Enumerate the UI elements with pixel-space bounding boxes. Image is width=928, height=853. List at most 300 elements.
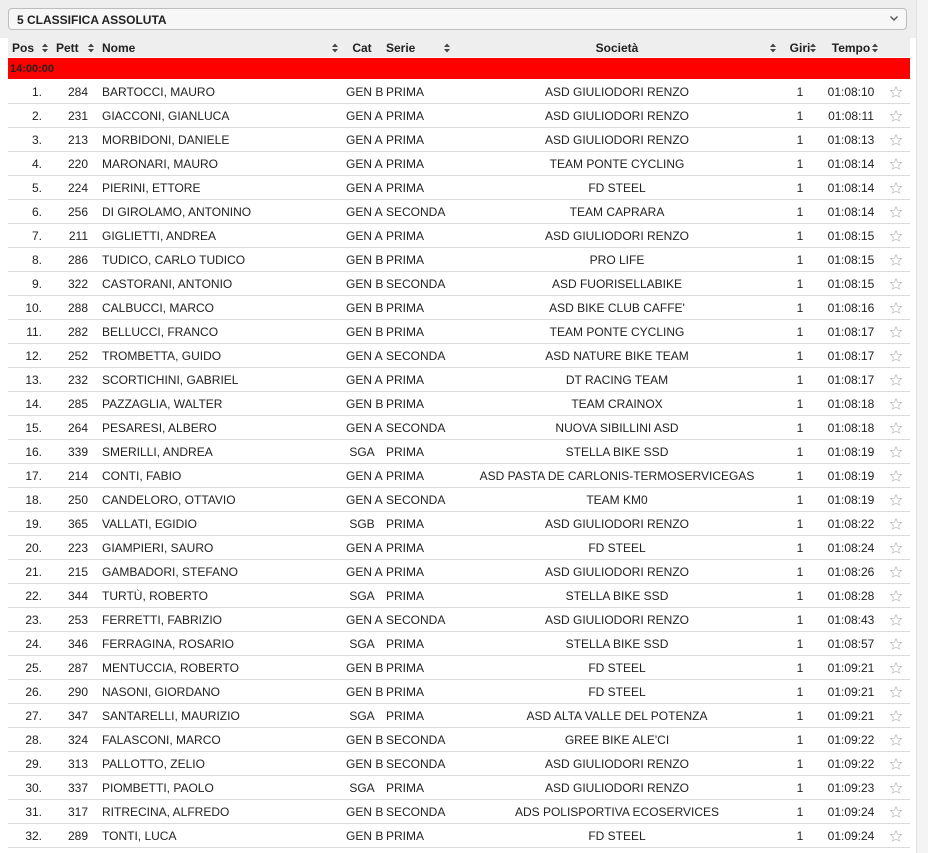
table-row[interactable]: [8, 632, 910, 656]
series-cell: PRIMA: [382, 320, 454, 344]
laps-cell: 1: [780, 200, 820, 224]
star-icon[interactable]: [889, 685, 903, 699]
series-cell: PRIMA: [382, 584, 454, 608]
time-cell: 01:09:22: [820, 752, 882, 776]
series-cell: SECONDA: [382, 416, 454, 440]
category-cell: GEN B: [342, 728, 382, 752]
table-row[interactable]: [8, 80, 910, 104]
col-header-nome-label: Nome: [102, 40, 136, 55]
table-row[interactable]: [8, 464, 910, 488]
bib-cell: 322: [52, 272, 98, 296]
series-cell: SECONDA: [382, 488, 454, 512]
bib-cell: 264: [52, 416, 98, 440]
time-cell: 01:08:15: [820, 248, 882, 272]
bib-cell: 344: [52, 584, 98, 608]
laps-cell: 1: [780, 176, 820, 200]
time-cell: 01:09:22: [820, 728, 882, 752]
team-cell: STELLA BIKE SSD: [454, 632, 780, 656]
position-cell: 17.: [8, 464, 52, 488]
laps-cell: 1: [780, 776, 820, 800]
position-cell: 19.: [8, 512, 52, 536]
time-cell: 01:08:13: [820, 128, 882, 152]
position-cell: 7.: [8, 224, 52, 248]
table-row[interactable]: [8, 824, 910, 848]
table-row[interactable]: [8, 776, 910, 800]
team-cell: TEAM CRAINOX: [454, 392, 780, 416]
table-row[interactable]: [8, 728, 910, 752]
team-cell: FD STEEL: [454, 176, 780, 200]
series-cell: PRIMA: [382, 632, 454, 656]
position-cell: 6.: [8, 200, 52, 224]
favorite-cell: [882, 704, 910, 728]
laps-cell: 1: [780, 248, 820, 272]
bib-cell: 223: [52, 536, 98, 560]
col-header-cat-label: Cat: [352, 40, 372, 55]
team-cell: DT RACING TEAM: [454, 368, 780, 392]
time-cell: 01:08:19: [820, 440, 882, 464]
position-cell: 29.: [8, 752, 52, 776]
favorite-cell: [882, 536, 910, 560]
name-cell: PALLOTTO, ZELIO: [98, 752, 342, 776]
col-header-pos-label: Pos: [12, 40, 35, 55]
sort-icon: [770, 43, 776, 53]
team-cell: ADS POLISPORTIVA ECOSERVICES: [454, 800, 780, 824]
favorite-cell: [882, 80, 910, 104]
series-cell: PRIMA: [382, 128, 454, 152]
series-cell: PRIMA: [382, 704, 454, 728]
name-cell: CALBUCCI, MARCO: [98, 296, 342, 320]
name-cell: FERRETTI, FABRIZIO: [98, 608, 342, 632]
bib-cell: 337: [52, 776, 98, 800]
time-cell: 01:09:21: [820, 680, 882, 704]
table-row[interactable]: [8, 656, 910, 680]
favorite-cell: [882, 176, 910, 200]
col-header-pett[interactable]: [52, 38, 98, 58]
time-cell: 01:08:17: [820, 320, 882, 344]
name-cell: PIERINI, ETTORE: [98, 176, 342, 200]
series-cell: SECONDA: [382, 344, 454, 368]
name-cell: CANDELORO, OTTAVIO: [98, 488, 342, 512]
position-cell: 25.: [8, 656, 52, 680]
position-cell: 16.: [8, 440, 52, 464]
bib-cell: 224: [52, 176, 98, 200]
favorite-cell: [882, 320, 910, 344]
favorite-cell: [882, 656, 910, 680]
position-cell: 31.: [8, 800, 52, 824]
star-icon[interactable]: [889, 709, 903, 723]
col-header-societa[interactable]: [454, 38, 780, 58]
team-cell: ASD FUORISELLABIKE: [454, 272, 780, 296]
table-row[interactable]: [8, 368, 910, 392]
series-cell: PRIMA: [382, 680, 454, 704]
bib-cell: 286: [52, 248, 98, 272]
table-row[interactable]: [8, 704, 910, 728]
name-cell: GIAMPIERI, SAURO: [98, 536, 342, 560]
position-cell: 13.: [8, 368, 52, 392]
col-header-tempo-label: Tempo: [831, 40, 871, 55]
table-row[interactable]: [8, 272, 910, 296]
series-cell: PRIMA: [382, 440, 454, 464]
team-cell: TEAM KM0: [454, 488, 780, 512]
star-icon[interactable]: [889, 541, 903, 555]
favorite-cell: [882, 464, 910, 488]
category-cell: GEN A: [342, 344, 382, 368]
category-cell: SGA: [342, 776, 382, 800]
laps-cell: 1: [780, 392, 820, 416]
category-cell: GEN B: [342, 296, 382, 320]
name-cell: PIOMBETTI, PAOLO: [98, 776, 342, 800]
name-cell: SMERILLI, ANDREA: [98, 440, 342, 464]
bib-cell: 282: [52, 320, 98, 344]
name-cell: GIACCONI, GIANLUCA: [98, 104, 342, 128]
series-cell: PRIMA: [382, 296, 454, 320]
time-cell: 01:09:21: [820, 656, 882, 680]
col-header-cat[interactable]: [342, 38, 382, 58]
results-body: [8, 58, 910, 848]
category-cell: SGA: [342, 704, 382, 728]
table-row[interactable]: [8, 248, 910, 272]
start-group-label: 14:00:00: [8, 58, 910, 80]
table-row[interactable]: [8, 128, 910, 152]
laps-cell: 1: [780, 80, 820, 104]
results-table: [8, 38, 910, 848]
name-cell: BARTOCCI, MAURO: [98, 80, 342, 104]
star-icon[interactable]: [889, 613, 903, 627]
table-row[interactable]: [8, 560, 910, 584]
team-cell: ASD GIULIODORI RENZO: [454, 224, 780, 248]
time-cell: 01:08:19: [820, 464, 882, 488]
favorite-cell: [882, 296, 910, 320]
table-row[interactable]: [8, 488, 910, 512]
table-row[interactable]: [8, 104, 910, 128]
position-cell: 32.: [8, 824, 52, 848]
time-cell: 01:08:18: [820, 392, 882, 416]
sort-icon: [332, 43, 338, 53]
star-icon[interactable]: [889, 517, 903, 531]
time-cell: 01:08:14: [820, 200, 882, 224]
star-icon[interactable]: [889, 493, 903, 507]
star-icon[interactable]: [889, 637, 903, 651]
star-icon[interactable]: [889, 829, 903, 843]
scrollbar[interactable]: [916, 0, 928, 853]
col-header-tempo[interactable]: [820, 38, 882, 58]
position-cell: 27.: [8, 704, 52, 728]
star-icon[interactable]: [889, 589, 903, 603]
bib-cell: 214: [52, 464, 98, 488]
favorite-cell: [882, 200, 910, 224]
table-row[interactable]: [8, 152, 910, 176]
laps-cell: 1: [780, 440, 820, 464]
star-icon[interactable]: [889, 277, 903, 291]
laps-cell: 1: [780, 152, 820, 176]
position-cell: 18.: [8, 488, 52, 512]
category-cell: GEN B: [342, 800, 382, 824]
time-cell: 01:08:22: [820, 512, 882, 536]
laps-cell: 1: [780, 104, 820, 128]
time-cell: 01:08:19: [820, 488, 882, 512]
laps-cell: 1: [780, 464, 820, 488]
table-row[interactable]: [8, 512, 910, 536]
col-header-giri-label: Giri: [789, 40, 811, 55]
star-icon[interactable]: [889, 469, 903, 483]
star-icon[interactable]: [889, 421, 903, 435]
table-row[interactable]: [8, 440, 910, 464]
time-cell: 01:08:24: [820, 536, 882, 560]
series-cell: SECONDA: [382, 608, 454, 632]
table-row[interactable]: [8, 752, 910, 776]
time-cell: 01:08:14: [820, 176, 882, 200]
bib-cell: 231: [52, 104, 98, 128]
time-cell: 01:09:24: [820, 800, 882, 824]
series-cell: PRIMA: [382, 152, 454, 176]
category-cell: GEN B: [342, 752, 382, 776]
table-row[interactable]: [8, 320, 910, 344]
team-cell: ASD GIULIODORI RENZO: [454, 776, 780, 800]
name-cell: TURTÙ, ROBERTO: [98, 584, 342, 608]
position-cell: 12.: [8, 344, 52, 368]
team-cell: ASD NATURE BIKE TEAM: [454, 344, 780, 368]
favorite-cell: [882, 272, 910, 296]
category-cell: GEN A: [342, 152, 382, 176]
star-icon[interactable]: [889, 373, 903, 387]
bib-cell: 220: [52, 152, 98, 176]
star-icon[interactable]: [889, 301, 903, 315]
star-icon[interactable]: [889, 781, 903, 795]
team-cell: FD STEEL: [454, 824, 780, 848]
laps-cell: 1: [780, 680, 820, 704]
series-cell: PRIMA: [382, 512, 454, 536]
table-row[interactable]: [8, 680, 910, 704]
bib-cell: 365: [52, 512, 98, 536]
category-cell: GEN A: [342, 488, 382, 512]
star-icon[interactable]: [889, 661, 903, 675]
team-cell: ASD GIULIODORI RENZO: [454, 608, 780, 632]
laps-cell: 1: [780, 752, 820, 776]
name-cell: TUDICO, CARLO TUDICO: [98, 248, 342, 272]
favorite-cell: [882, 776, 910, 800]
series-cell: PRIMA: [382, 776, 454, 800]
star-icon[interactable]: [889, 85, 903, 99]
team-cell: ASD ALTA VALLE DEL POTENZA: [454, 704, 780, 728]
series-cell: PRIMA: [382, 536, 454, 560]
table-row[interactable]: [8, 584, 910, 608]
favorite-cell: [882, 248, 910, 272]
favorite-cell: [882, 824, 910, 848]
series-cell: PRIMA: [382, 824, 454, 848]
position-cell: 10.: [8, 296, 52, 320]
category-cell: GEN A: [342, 560, 382, 584]
team-cell: ASD BIKE CLUB CAFFE': [454, 296, 780, 320]
classification-select-value: 5 CLASSIFICA ASSOLUTA: [17, 13, 167, 27]
time-cell: 01:08:15: [820, 272, 882, 296]
sort-icon: [872, 43, 878, 53]
name-cell: DI GIROLAMO, ANTONINO: [98, 200, 342, 224]
series-cell: PRIMA: [382, 176, 454, 200]
position-cell: 23.: [8, 608, 52, 632]
bib-cell: 288: [52, 296, 98, 320]
favorite-cell: [882, 632, 910, 656]
position-cell: 9.: [8, 272, 52, 296]
col-header-societa-label: Società: [595, 40, 639, 55]
favorite-cell: [882, 440, 910, 464]
series-cell: PRIMA: [382, 368, 454, 392]
table-row[interactable]: [8, 176, 910, 200]
category-cell: GEN B: [342, 824, 382, 848]
team-cell: ASD GIULIODORI RENZO: [454, 560, 780, 584]
name-cell: BELLUCCI, FRANCO: [98, 320, 342, 344]
category-cell: GEN B: [342, 656, 382, 680]
team-cell: STELLA BIKE SSD: [454, 584, 780, 608]
position-cell: 15.: [8, 416, 52, 440]
time-cell: 01:08:18: [820, 416, 882, 440]
star-icon[interactable]: [889, 253, 903, 267]
favorite-cell: [882, 392, 910, 416]
name-cell: CASTORANI, ANTONIO: [98, 272, 342, 296]
category-cell: GEN A: [342, 416, 382, 440]
laps-cell: 1: [780, 296, 820, 320]
name-cell: PAZZAGLIA, WALTER: [98, 392, 342, 416]
name-cell: MARONARI, MAURO: [98, 152, 342, 176]
series-cell: PRIMA: [382, 248, 454, 272]
time-cell: 01:08:17: [820, 368, 882, 392]
bib-cell: 256: [52, 200, 98, 224]
star-icon[interactable]: [889, 805, 903, 819]
sort-icon: [42, 43, 48, 53]
position-cell: 28.: [8, 728, 52, 752]
star-icon[interactable]: [889, 565, 903, 579]
table-row[interactable]: [8, 392, 910, 416]
position-cell: 5.: [8, 176, 52, 200]
sort-icon: [444, 43, 450, 53]
col-header-pos[interactable]: [8, 38, 52, 58]
start-group-row: [8, 58, 910, 80]
series-cell: PRIMA: [382, 464, 454, 488]
team-cell: FD STEEL: [454, 656, 780, 680]
bib-cell: 253: [52, 608, 98, 632]
favorite-cell: [882, 800, 910, 824]
favorite-cell: [882, 488, 910, 512]
col-header-nome[interactable]: [98, 38, 342, 58]
position-cell: 2.: [8, 104, 52, 128]
laps-cell: 1: [780, 320, 820, 344]
position-cell: 24.: [8, 632, 52, 656]
position-cell: 14.: [8, 392, 52, 416]
table-row[interactable]: [8, 416, 910, 440]
star-icon[interactable]: [889, 157, 903, 171]
category-cell: GEN B: [342, 320, 382, 344]
name-cell: SANTARELLI, MAURIZIO: [98, 704, 342, 728]
star-icon[interactable]: [889, 325, 903, 339]
series-cell: SECONDA: [382, 272, 454, 296]
series-cell: SECONDA: [382, 752, 454, 776]
laps-cell: 1: [780, 368, 820, 392]
table-row[interactable]: [8, 200, 910, 224]
bib-cell: 287: [52, 656, 98, 680]
category-cell: GEN A: [342, 608, 382, 632]
star-icon[interactable]: [889, 397, 903, 411]
time-cell: 01:08:43: [820, 608, 882, 632]
laps-cell: 1: [780, 344, 820, 368]
category-cell: SGA: [342, 440, 382, 464]
time-cell: 01:08:28: [820, 584, 882, 608]
favorite-cell: [882, 416, 910, 440]
category-cell: GEN A: [342, 536, 382, 560]
star-icon[interactable]: [889, 349, 903, 363]
series-cell: PRIMA: [382, 656, 454, 680]
col-header-giri[interactable]: [780, 38, 820, 58]
name-cell: PESARESI, ALBERO: [98, 416, 342, 440]
bib-cell: 347: [52, 704, 98, 728]
category-cell: GEN A: [342, 224, 382, 248]
chevron-down-icon: [889, 13, 899, 23]
time-cell: 01:08:14: [820, 152, 882, 176]
star-icon[interactable]: [889, 445, 903, 459]
star-icon[interactable]: [889, 181, 903, 195]
position-cell: 22.: [8, 584, 52, 608]
star-icon[interactable]: [889, 733, 903, 747]
category-cell: GEN A: [342, 200, 382, 224]
table-row[interactable]: [8, 800, 910, 824]
time-cell: 01:09:23: [820, 776, 882, 800]
star-icon[interactable]: [889, 205, 903, 219]
bib-cell: 284: [52, 80, 98, 104]
table-row[interactable]: [8, 608, 910, 632]
table-row[interactable]: [8, 536, 910, 560]
position-cell: 3.: [8, 128, 52, 152]
col-header-serie[interactable]: [382, 38, 454, 58]
category-cell: GEN B: [342, 80, 382, 104]
laps-cell: 1: [780, 728, 820, 752]
laps-cell: 1: [780, 656, 820, 680]
laps-cell: 1: [780, 512, 820, 536]
bib-cell: 250: [52, 488, 98, 512]
time-cell: 01:08:16: [820, 296, 882, 320]
time-cell: 01:09:21: [820, 704, 882, 728]
table-row[interactable]: [8, 344, 910, 368]
star-icon[interactable]: [889, 133, 903, 147]
favorite-cell: [882, 680, 910, 704]
name-cell: GAMBADORI, STEFANO: [98, 560, 342, 584]
team-cell: ASD GIULIODORI RENZO: [454, 752, 780, 776]
name-cell: FERRAGINA, ROSARIO: [98, 632, 342, 656]
name-cell: MENTUCCIA, ROBERTO: [98, 656, 342, 680]
name-cell: MORBIDONI, DANIELE: [98, 128, 342, 152]
series-cell: SECONDA: [382, 728, 454, 752]
laps-cell: 1: [780, 800, 820, 824]
category-cell: GEN B: [342, 680, 382, 704]
time-cell: 01:08:57: [820, 632, 882, 656]
star-icon[interactable]: [889, 109, 903, 123]
star-icon[interactable]: [889, 757, 903, 771]
time-cell: 01:08:11: [820, 104, 882, 128]
table-row[interactable]: [8, 224, 910, 248]
table-row[interactable]: [8, 296, 910, 320]
series-cell: SECONDA: [382, 800, 454, 824]
bib-cell: 232: [52, 368, 98, 392]
laps-cell: 1: [780, 128, 820, 152]
favorite-cell: [882, 368, 910, 392]
time-cell: 01:08:26: [820, 560, 882, 584]
team-cell: PRO LIFE: [454, 248, 780, 272]
position-cell: 11.: [8, 320, 52, 344]
name-cell: FALASCONI, MARCO: [98, 728, 342, 752]
category-cell: GEN B: [342, 248, 382, 272]
star-icon[interactable]: [889, 229, 903, 243]
classification-select[interactable]: [8, 8, 907, 30]
position-cell: 21.: [8, 560, 52, 584]
bib-cell: 339: [52, 440, 98, 464]
favorite-cell: [882, 224, 910, 248]
